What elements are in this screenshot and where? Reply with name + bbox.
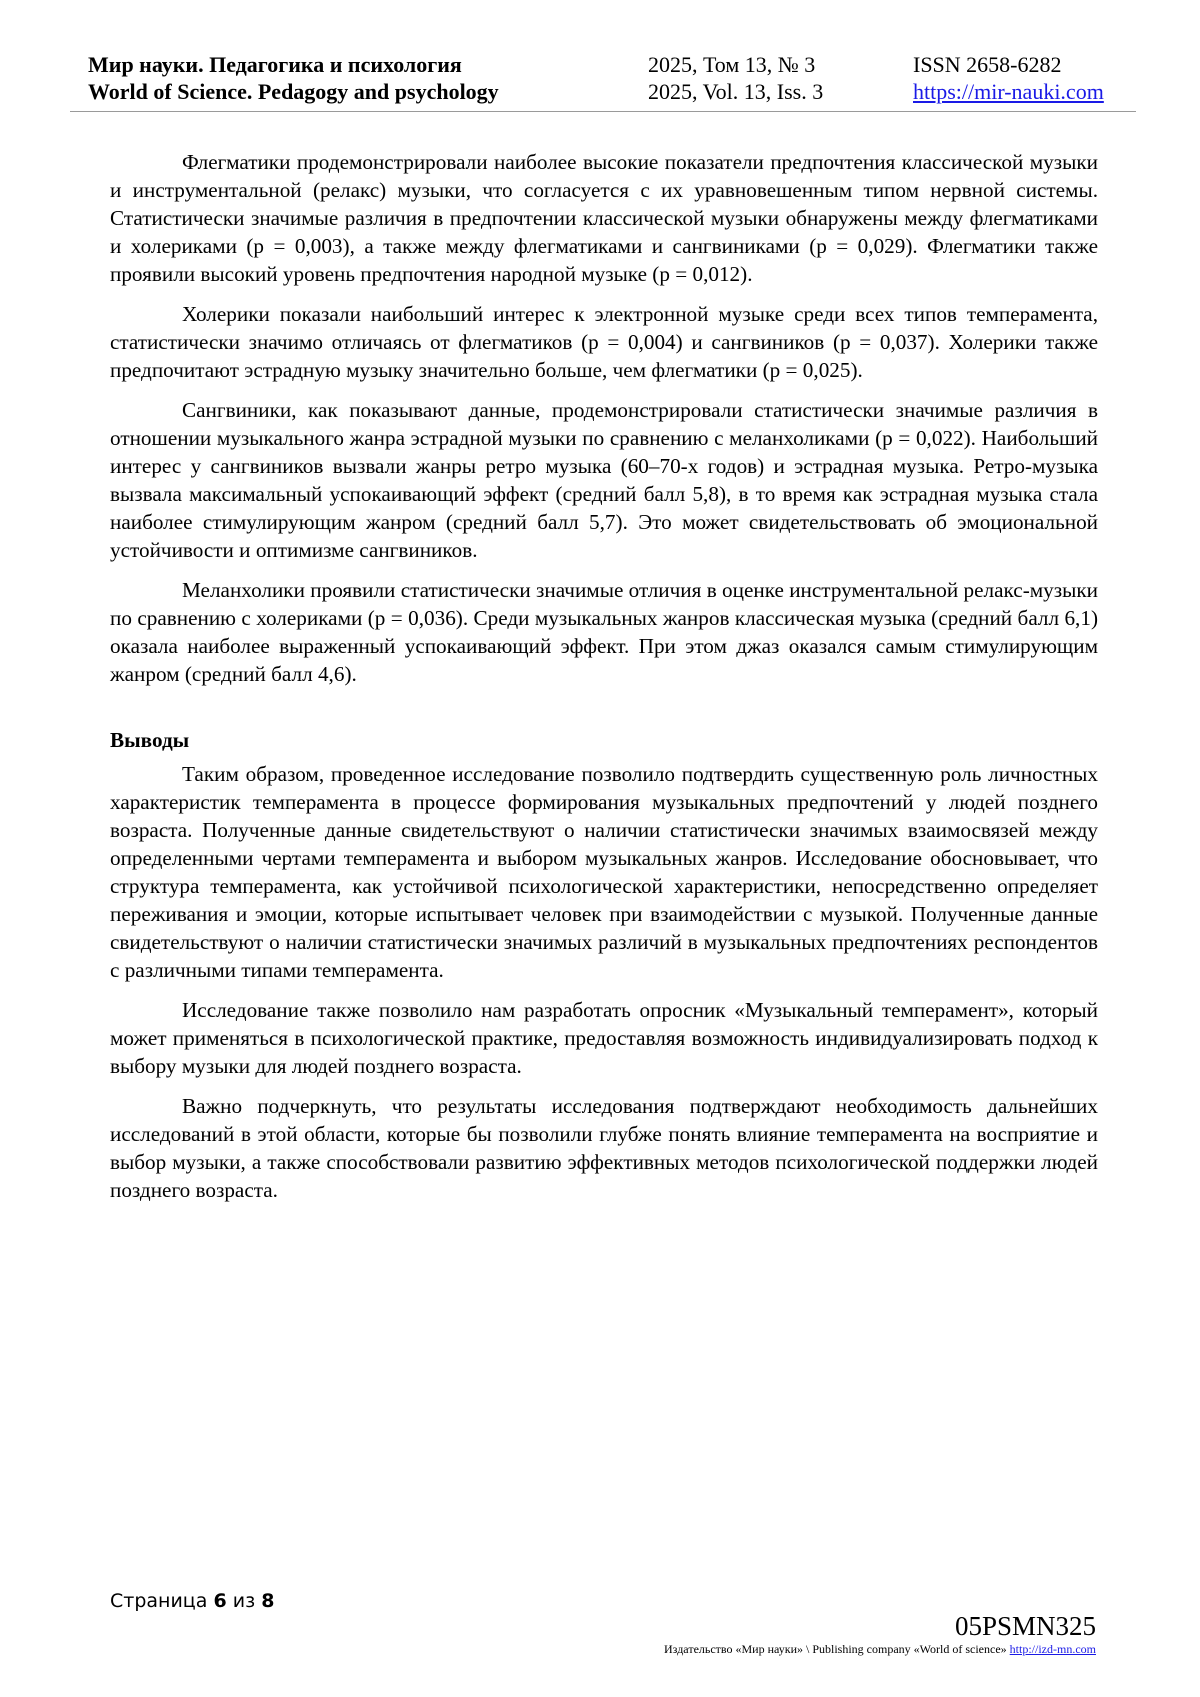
paragraph-sanguines: Сангвиники, как показывают данные, продемонстрировали статистически значимые различия в отношении музыкального жанра эстрадной музыки по сравнению с меланхоликами (p = 0,022). Наибольший интерес у сангвиников вызвали жанры ретро музыка (60–70-х годов) и эстрадная музыка. Ретро-музыка вызвала максимальный успокаивающий эффект (средний балл 5,8), в то время как эстрадная музыка стала наиболее стимулирующим жанром (средний балл 5,7). Это может свидетельствовать об эмоциональной устойчивости и оптимизме сангвиников. — [110, 398, 1098, 562]
article-code: 05PSMN325 — [954, 1611, 1096, 1641]
publisher-link[interactable]: http://izd-mn.com — [1009, 1642, 1096, 1656]
publisher-text: Издательство «Мир науки» \ Publishing company «World of science» — [664, 1642, 1007, 1656]
paragraph-cholerics: Холерики показали наибольший интерес к электронной музыке среди всех типов темперамента, статистически значимо отличаясь от флегматиков (p = 0,004) и сангвиников (p = 0,037). Холерики также предпочитают эстрадную музыку значительно больше, чем флегматики (p = 0,025). — [110, 302, 1098, 382]
paragraph-melancholics: Меланхолики проявили статистически значимые отличия в оценке инструментальной релакс-музыки по сравнению с холериками (p = 0,036). Среди музыкальных жанров классическая музыка (средний балл 6,1) оказала наиболее выраженный успокаивающий эффект. При этом джаз оказался самым стимулирующим жанром (средний балл 4,6). — [110, 578, 1098, 686]
journal-url-link[interactable]: https://mir-nauki.com — [913, 79, 1104, 104]
volume-ru: 2025, Том 13, № 3 — [648, 52, 816, 77]
issn: ISSN 2658-6282 — [913, 52, 1062, 77]
page-total: 8 — [261, 1590, 275, 1612]
header-divider — [70, 111, 1136, 112]
journal-title-en: World of Science. Pedagogy and psychology — [88, 79, 499, 104]
page-middle: из — [232, 1590, 256, 1612]
conclusions-paragraph-3: Важно подчеркнуть, что результаты исследования подтверждают необходимость дальнейших исследований в этой области, которые бы позволили глубже понять влияние темперамента на восприятие и выбор музыки, а также способствовали развитию эффективных методов психологической поддержки людей позднего возраста. — [110, 1094, 1098, 1202]
page-current: 6 — [213, 1590, 227, 1612]
article-body — [110, 148, 1098, 1216]
page-number — [110, 1590, 274, 1612]
publisher-line — [664, 1642, 1096, 1657]
paragraph-phlegmatics: Флегматики продемонстрировали наиболее высокие показатели предпочтения классической музыки и инструментальной (релакс) музыки, что согласуется с их уравновешенным типом нервной системы. Статистически значимые различия в предпочтении классической музыки обнаружены между флегматиками и холериками (p = 0,003), а также между флегматиками и сангвиниками (p = 0,029). Флегматики также проявили высокий уровень предпочтения народной музыке (p = 0,012). — [110, 150, 1098, 286]
journal-title-ru: Мир науки. Педагогика и психология — [88, 52, 462, 77]
conclusions-paragraph-1: Таким образом, проведенное исследование позволило подтвердить существенную роль личностных характеристик темперамента в процессе формирования музыкальных предпочтений у людей позднего возраста. Полученные данные свидетельствуют о наличии статистически значимых взаимосвязей между определенными чертами темперамента и выбором музыкальных жанров. Исследование обосновывает, что структура темперамента, как устойчивой психологической характеристики, непосредственно определяет переживания и эмоции, которые испытывает человек при взаимодействии с музыкой. Полученные данные свидетельствуют о наличии статистически значимых различий в музыкальных предпочтениях респондентов с различными типами темперамента. — [110, 762, 1098, 982]
conclusions-paragraph-2: Исследование также позволило нам разработать опросник «Музыкальный темперамент», который может применяться в психологической практике, предоставляя возможность индивидуализировать подход к выбору музыки для людей позднего возраста. — [110, 998, 1098, 1078]
conclusions-heading: Выводы — [110, 728, 190, 752]
volume-en: 2025, Vol. 13, Iss. 3 — [648, 79, 824, 104]
page-prefix: Страница — [110, 1590, 208, 1612]
